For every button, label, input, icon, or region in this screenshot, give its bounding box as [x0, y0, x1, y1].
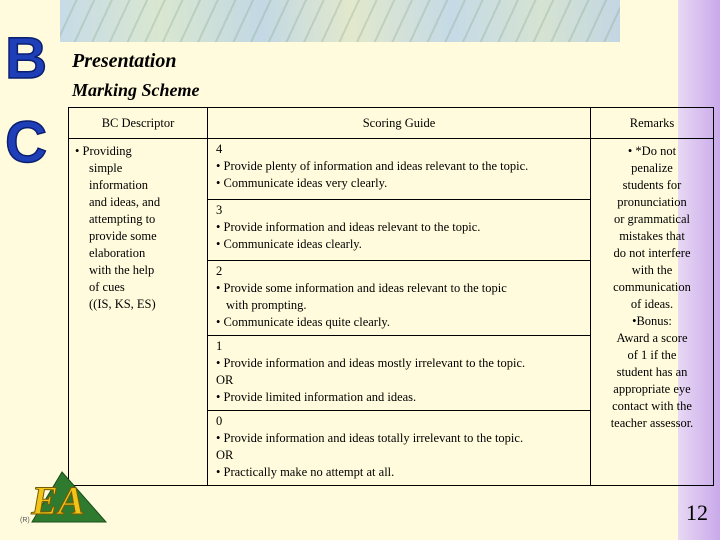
page-title: Presentation [72, 50, 177, 72]
remarks-cell [591, 139, 714, 486]
remark-line: Award a score [616, 331, 688, 345]
remark-line: appropriate eye [613, 382, 691, 396]
score-line: OR [216, 448, 234, 462]
score-line: • Provide information and ideas mostly irrelevant to the topic. [216, 356, 526, 370]
descriptor-line: provide some [89, 229, 157, 243]
remark-line: or grammatical [613, 212, 690, 226]
score-line: • Provide information and ideas totally irrelevant to the topic. [216, 431, 524, 445]
header-remarks: Remarks [591, 108, 714, 139]
score-line: • Practically make no attempt at all. [216, 465, 395, 479]
score-level-2 [208, 261, 591, 336]
marking-scheme-table [68, 107, 714, 486]
bc-logo-letter: C [5, 110, 47, 175]
remark-line: communication [613, 280, 691, 294]
descriptor-line: • Providing [75, 144, 132, 158]
remark-line: do not interfere [613, 246, 691, 260]
page-number: 12 [686, 500, 708, 525]
score-level-0 [208, 411, 591, 486]
table-header-row [69, 108, 714, 139]
score-line: • Provide plenty of information and ideas relevant to the topic. [216, 159, 529, 173]
remark-line: students for [622, 178, 682, 192]
bc-logo-letter: B [5, 26, 47, 91]
remark-line: •Bonus: [632, 314, 672, 328]
remark-line: of ideas. [630, 297, 674, 311]
descriptor-line: attempting to [89, 212, 156, 226]
descriptor-line: ((IS, KS, ES) [89, 297, 156, 311]
remark-line: penalize [631, 161, 673, 175]
descriptor-line: information [89, 178, 149, 192]
remark-line: pronunciation [617, 195, 687, 209]
ea-logo-text: EA [31, 478, 85, 523]
score-level-3 [208, 200, 591, 261]
remark-line: with the [631, 263, 673, 277]
score-line: • Provide limited information and ideas. [216, 390, 417, 404]
remark-line: teacher assessor. [610, 416, 694, 430]
score-value: 4 [216, 142, 223, 156]
header-descriptor: BC Descriptor [69, 108, 208, 139]
score-line: OR [216, 373, 234, 387]
descriptor-line: of cues [89, 280, 125, 294]
score-value: 3 [216, 203, 223, 217]
bc-logo-letter-b [5, 26, 47, 175]
remark-line: • *Do not [627, 144, 677, 158]
remark-line: mistakes that [619, 229, 685, 243]
score-line: • Communicate ideas quite clearly. [216, 315, 390, 329]
descriptor-line: and ideas, and [89, 195, 161, 209]
score-value: 1 [216, 339, 223, 353]
score-line: • Provide information and ideas relevant to the topic. [216, 220, 481, 234]
ea-logo [18, 466, 110, 526]
descriptor-line: simple [89, 161, 123, 175]
table-row [69, 139, 714, 200]
descriptor-cell [69, 139, 208, 486]
ea-logo-mark: (R) [20, 517, 30, 524]
score-level-4 [208, 139, 591, 200]
remark-line: student has an [616, 365, 688, 379]
score-level-1 [208, 336, 591, 411]
header-scoring-guide: Scoring Guide [208, 108, 591, 139]
remark-line: contact with the [612, 399, 692, 413]
descriptor-line: with the help [89, 263, 155, 277]
score-value: 2 [216, 264, 223, 278]
score-line: • Provide some information and ideas relevant to the topic [216, 281, 507, 295]
score-value: 0 [216, 414, 223, 428]
descriptor-line: elaboration [89, 246, 146, 260]
remark-line: of 1 if the [627, 348, 677, 362]
score-line: • Communicate ideas clearly. [216, 237, 362, 251]
score-line: • Communicate ideas very clearly. [216, 176, 388, 190]
score-line: with prompting. [226, 298, 307, 312]
page-subtitle: Marking Scheme [72, 80, 200, 100]
top-map-banner [60, 0, 620, 42]
bc-logo [5, 16, 47, 175]
